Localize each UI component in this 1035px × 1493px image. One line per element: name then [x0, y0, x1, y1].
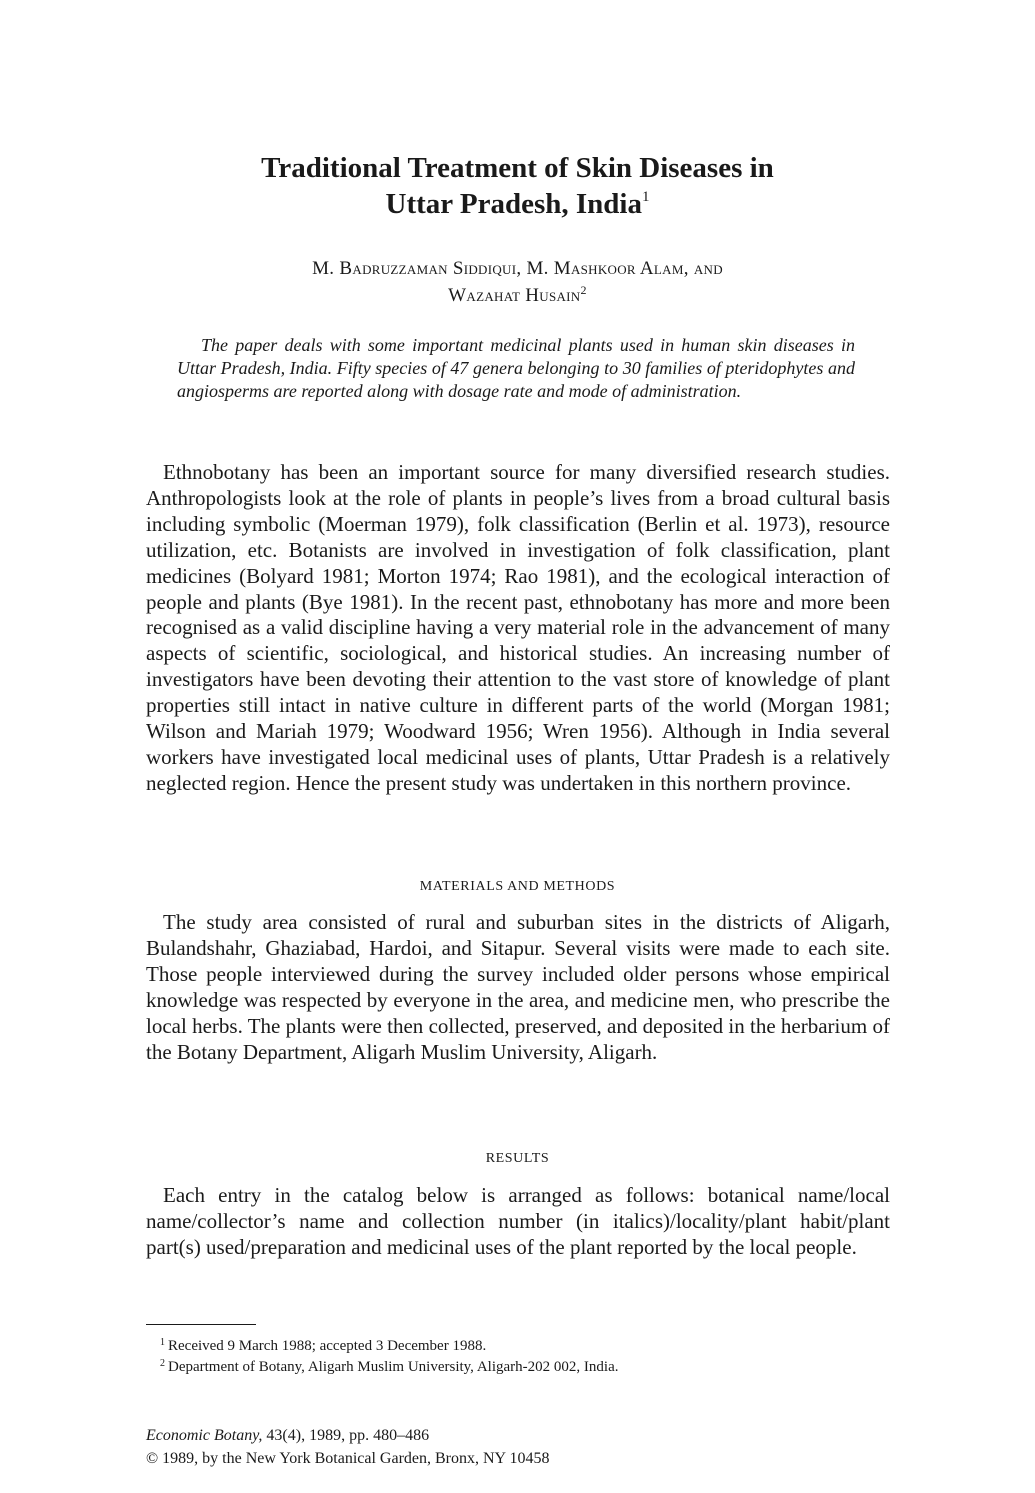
footnote-2 [160, 1357, 890, 1378]
footnotes [160, 1336, 890, 1378]
footnote-marker: 2 [160, 1358, 165, 1369]
journal-name: Economic Botany, [146, 1427, 263, 1444]
results-heading: RESULTS [485, 1151, 550, 1166]
introduction-paragraph: Ethnobotany has been an important source for many diversified research studies. Anthropologists look at the role of plants in people’s lives from a broad cultural basis including symbolic (Moerman 1979), folk classification (Berlin et al. 1973), resource utilization, etc. Botanists are involved in investigation of folk classification, plant medicines (Bolyard 1981; Morton 1974; Rao 1981), and the ecological interaction of people and plants (Bye 1981). In the recent past, ethnobotany has more and more been recognised as a valid discipline having a very material role in the advancement of many aspects of scientific, sociological, and historical studies. An increasing number of investigators have been devoting their attention to the vast store of knowledge of plant properties still intact in native culture in different parts of the world (Morgan 1981; Wilson and Mariah 1979; Woodward 1956; Wren 1956). Although in India several workers have investigated local medicinal uses of plants, Uttar Pradesh is a relatively neglected region. Hence the present study was undertaken in this northern province. [146, 460, 890, 795]
author-footnote-marker[interactable]: 2 [580, 283, 587, 297]
abstract: The paper deals with some important medicinal plants used in human skin diseases in Uttar Pradesh, India. Fifty species of 47 genera belonging to 30 families of pteridophytes and angiosperms are reported along with dosage rate and mode of administration. [177, 335, 855, 402]
article-title [0, 150, 1035, 222]
title-line-1: Traditional Treatment of Skin Diseases in [261, 152, 774, 184]
materials-methods-paragraph: The study area consisted of rural and suburban sites in the districts of Aligarh, Bulandshahr, Ghaziabad, Hardoi, and Sitapur. Several visits were made to each site. Those people interviewed during the survey included older persons whose empirical knowledge was respected by everyone in the area, and medicine men, who prescribe the local herbs. The plants were then collected, preserved, and deposited in the herbarium of the Botany Department, Aligarh Muslim University, Aligarh. [146, 910, 890, 1064]
footnote-marker: 1 [160, 1337, 165, 1348]
journal-citation [146, 1424, 890, 1470]
title-line-2-text: Uttar Pradesh, India [385, 188, 642, 220]
title-footnote-marker[interactable]: 1 [641, 189, 650, 205]
materials-methods-heading: MATERIALS AND METHODS [419, 879, 616, 894]
author-list [0, 255, 1035, 309]
title-line-2 [0, 186, 1035, 222]
authors-line-1: M. Badruzzaman Siddiqui, M. Mashkoor Alam, and [312, 258, 723, 279]
results-paragraph: Each entry in the catalog below is arranged as follows: botanical name/local name/collector’s name and collection number (in italics)/locality/plant habit/plant part(s) used/preparation and medicinal uses of the plant reported by the local people. [146, 1183, 890, 1259]
authors-line-2 [0, 282, 1035, 309]
footnote-1 [160, 1336, 890, 1357]
journal-reference [146, 1424, 890, 1447]
footnote-text: Received 9 March 1988; accepted 3 December 1988. [168, 1338, 487, 1354]
authors-line-2-text: Wazahat Husain [448, 285, 581, 306]
journal-details: 43(4), 1989, pp. 480–486 [262, 1427, 430, 1444]
footnote-text: Department of Botany, Aligarh Muslim University, Aligarh-202 002, India. [168, 1359, 619, 1375]
copyright-notice: © 1989, by the New York Botanical Garden, Bronx, NY 10458 [146, 1450, 550, 1467]
footnote-divider [146, 1324, 256, 1325]
